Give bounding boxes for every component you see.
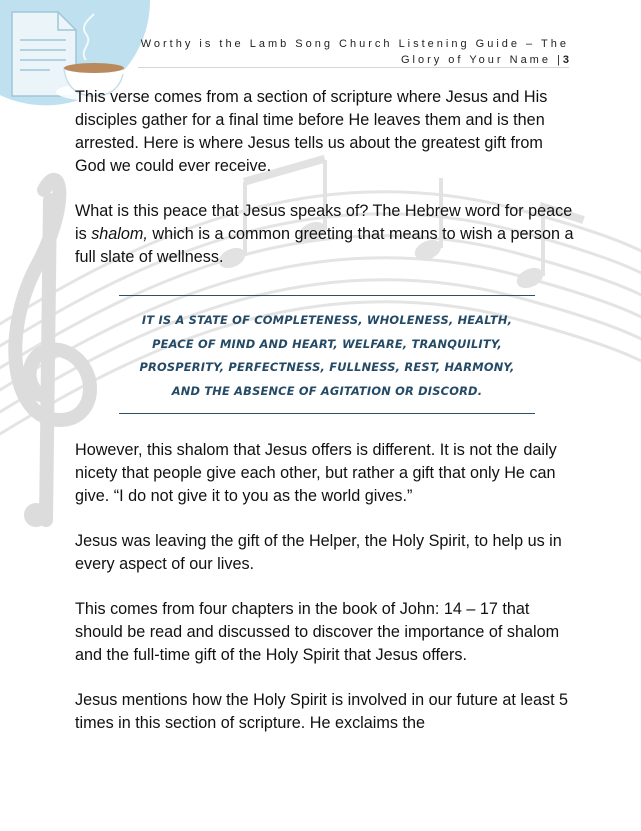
body-content: [75, 86, 575, 757]
paragraph-3: However, this shalom that Jesus offers is different. It is not the daily nicety that people give each other, but rather a gift that only He can give. “I do not give it to you as the world gives.”: [75, 441, 557, 506]
header-title: Worthy is the Lamb Song Church Listening Guide – The Glory of Your Name |: [140, 38, 569, 66]
paragraph-2: [75, 200, 575, 269]
shalom-term: shalom,: [91, 225, 148, 243]
page-number: 3: [562, 54, 569, 66]
pull-quote-line-4: AND THE ABSENCE OF AGITATION OR DISCORD.: [171, 383, 483, 398]
pull-quote-line-2: PEACE OF MIND AND HEART, WELFARE, TRANQUILITY,: [152, 336, 502, 351]
paragraph-4: Jesus was leaving the gift of the Helper, the Holy Spirit, to help us in every aspect of our lives.: [75, 532, 562, 574]
pull-quote-line-3: PROSPERITY, PERFECTNESS, FULLNESS, REST, HARMONY,: [139, 360, 515, 375]
paragraph-1: This verse comes from a section of scripture where Jesus and His disciples gather for a final time before He leaves them and is then arrested. Here is where Jesus tells us about the greatest gift from God we could ever receive.: [75, 88, 548, 175]
paragraph-5: This comes from four chapters in the book of John: 14 – 17 that should be read and discussed to discover the importance of shalom and the full-time gift of the Holy Spirit that Jesus offers.: [75, 600, 560, 665]
paragraph-2-end: which is a common greeting that means to wish a person a full slate of wellness.: [75, 225, 574, 266]
header-divider: [138, 67, 569, 68]
paragraph-2-start: What is this peace that Jesus speaks of? The Hebrew word for peace is: [75, 202, 573, 243]
pull-quote: [119, 295, 535, 414]
paragraph-6: Jesus mentions how the Holy Spirit is involved in our future at least 5 times in this section of scripture. He exclaims the: [75, 691, 569, 733]
pull-quote-line-1: IT IS A STATE OF COMPLETENESS, WHOLENESS, HEALTH,: [141, 313, 513, 327]
running-header: [109, 36, 569, 68]
